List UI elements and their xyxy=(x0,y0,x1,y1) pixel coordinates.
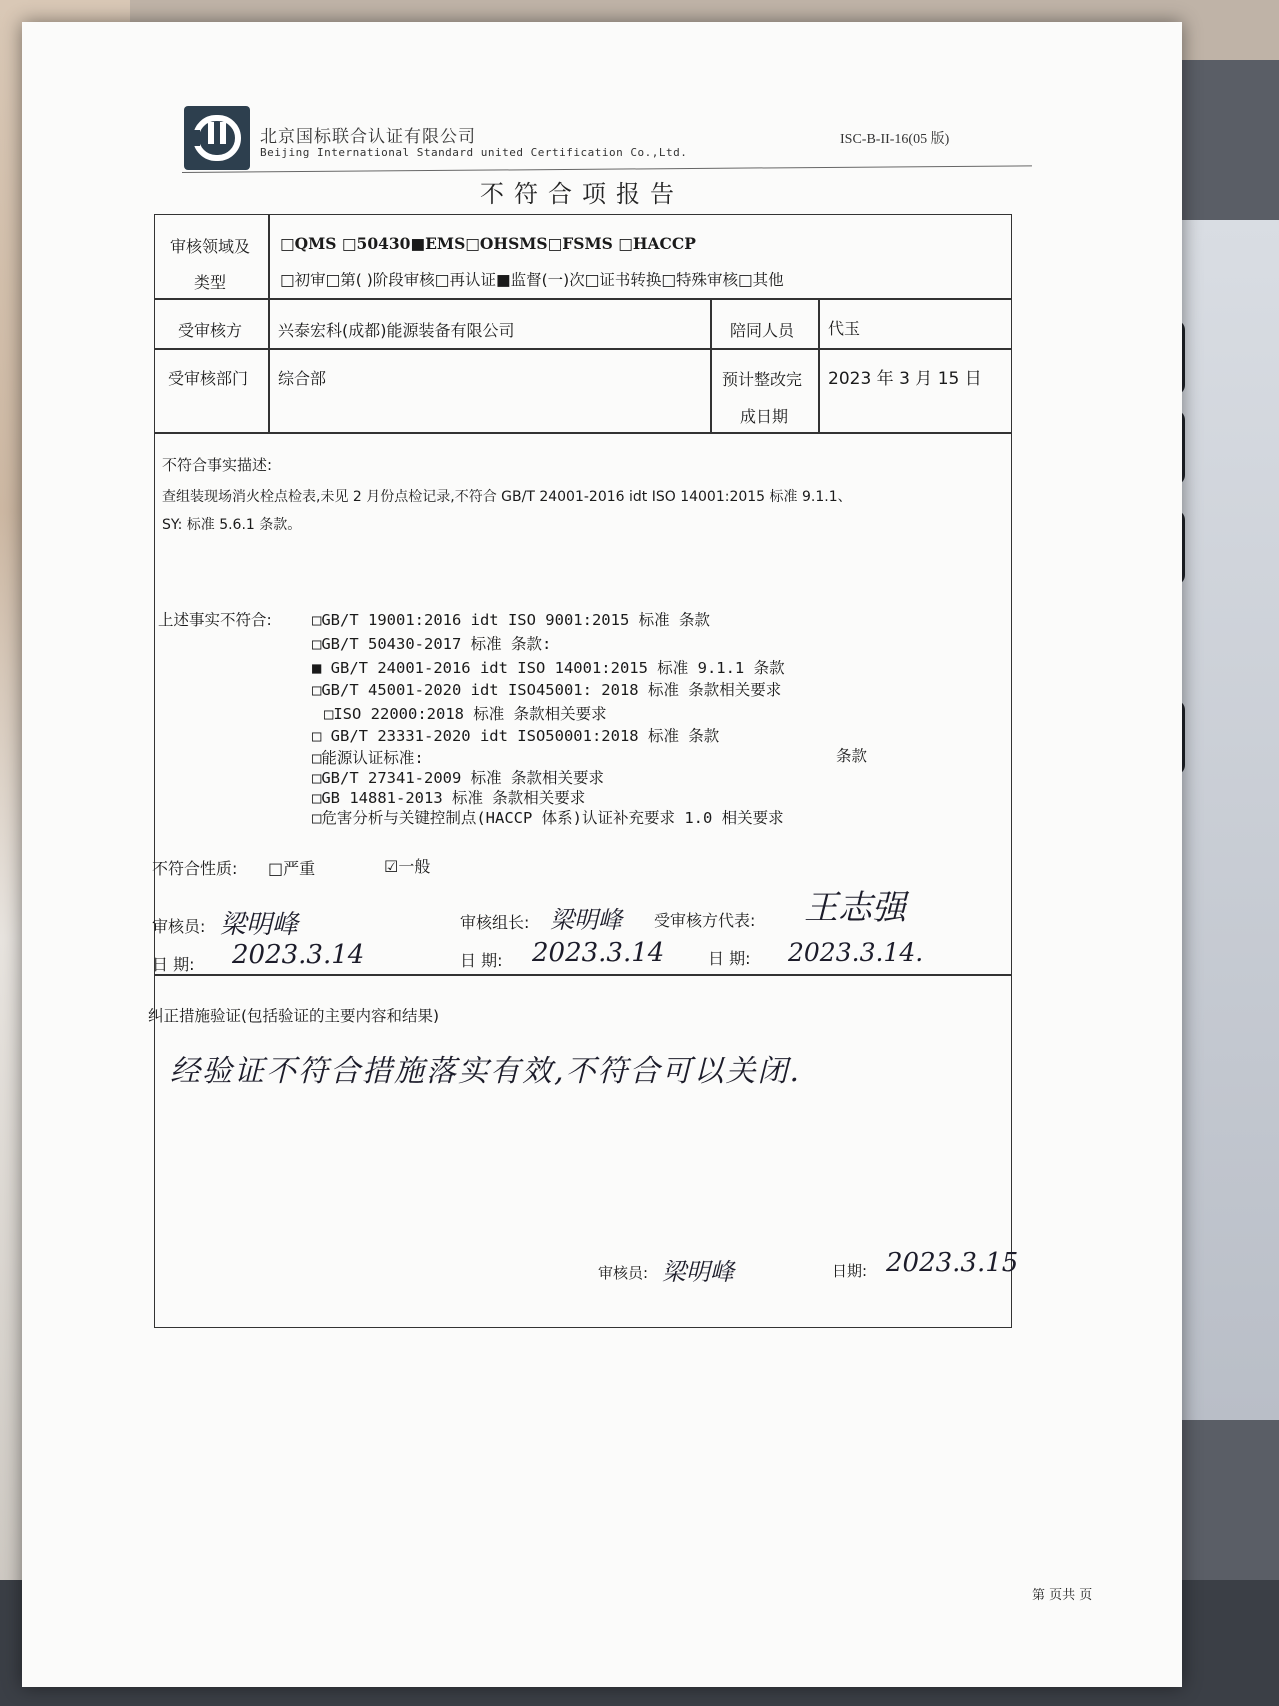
auditee-value: 兴泰宏科(成都)能源装备有限公司 xyxy=(278,321,515,340)
nature-label: 不符合性质: xyxy=(152,859,238,878)
standard-item: □GB/T 27341-2009 标准 条款相关要求 xyxy=(312,769,604,787)
standard-item: □GB/T 50430-2017 标准 条款: xyxy=(312,635,552,653)
leader-date: 2023.3.14 xyxy=(532,938,665,968)
standard-item: □GB 14881-2013 标准 条款相关要求 xyxy=(312,789,586,807)
systems-checkboxes: □QMS □50430■EMS□OHSMS□FSMS □HACCP xyxy=(280,234,696,253)
due-date-label-2: 成日期 xyxy=(740,407,789,426)
auditor-date: 2023.3.14 xyxy=(232,940,365,970)
audit-type-label: 类型 xyxy=(194,273,227,292)
standard-item: □GB/T 19001:2016 idt ISO 9001:2015 标准 条款 xyxy=(312,611,710,629)
date-label: 日 期: xyxy=(152,955,195,974)
date-label: 日 期: xyxy=(708,949,751,968)
header-rule xyxy=(182,165,1032,173)
report-paper xyxy=(22,22,1182,1687)
leader-label: 审核组长: xyxy=(460,913,530,932)
verify-auditor-signature: 梁明峰 xyxy=(662,1258,734,1286)
form-code: ISC-B-II-16(05 版) xyxy=(840,132,950,147)
standard-item: □ GB/T 23331-2020 idt ISO50001:2018 标准 条款 xyxy=(312,727,720,745)
standard-item: ■ GB/T 24001-2016 idt ISO 14001:2015 标准 9.1.1 条款 xyxy=(312,659,785,677)
verification-result: 经验证不符合措施落实有效,不符合可以关闭. xyxy=(170,1054,802,1089)
col-divider xyxy=(268,214,270,432)
auditee-label: 受审核方 xyxy=(178,321,243,340)
standard-item: □危害分析与关键控制点(HACCP 体系)认证补充要求 1.0 相关要求 xyxy=(312,809,784,827)
row-divider xyxy=(154,348,1012,350)
col-divider xyxy=(818,298,820,432)
auditor-signature: 梁明峰 xyxy=(220,910,299,940)
audit-type-checkboxes: □初审□第( )阶段审核□再认证■监督(一)次□证书转换□特殊审核□其他 xyxy=(280,271,784,289)
verification-heading: 纠正措施验证(包括验证的主要内容和结果) xyxy=(148,1007,440,1025)
standard-item: □ISO 22000:2018 标准 条款相关要求 xyxy=(324,705,607,723)
nature-general: ☑一般 xyxy=(384,857,431,876)
nc-heading: 不符合事实描述: xyxy=(162,456,273,474)
rep-signature: 王志强 xyxy=(804,888,906,928)
verify-date: 2023.3.15 xyxy=(886,1248,1019,1278)
page-number: 第 页共 页 xyxy=(1032,1588,1093,1603)
accompany-value: 代玉 xyxy=(828,319,861,338)
standard-item: □能源认证标准: xyxy=(312,749,424,767)
nature-serious: □严重 xyxy=(268,859,316,878)
department-value: 综合部 xyxy=(278,369,327,388)
auditor-label: 审核员: xyxy=(152,917,206,936)
nc-description-2: SY: 标准 5.6.1 条款。 xyxy=(162,517,302,533)
company-logo-icon xyxy=(182,104,252,172)
rep-date: 2023.3.14. xyxy=(788,938,924,967)
standard-item: □GB/T 45001-2020 idt ISO45001: 2018 标准 条款相关要求 xyxy=(312,681,782,699)
leader-signature: 梁明峰 xyxy=(550,906,622,934)
standards-lead: 上述事实不符合: xyxy=(158,611,272,629)
company-name-en: Beijing International Standard united Certification Co.,Ltd. xyxy=(260,146,688,159)
date-label: 日 期: xyxy=(460,951,503,970)
department-label: 受审核部门 xyxy=(168,369,249,388)
due-date-label: 预计整改完 xyxy=(722,370,803,389)
row-divider xyxy=(154,432,1012,434)
due-date-value: 2023 年 3 月 15 日 xyxy=(828,369,982,389)
verify-date-label: 日期: xyxy=(832,1262,868,1280)
audit-scope-label: 审核领域及 xyxy=(170,237,251,256)
report-title: 不符合项报告 xyxy=(480,180,684,208)
row-divider xyxy=(154,974,1012,976)
row-divider xyxy=(154,298,1012,300)
nc-description: 查组装现场消火栓点检表,未见 2 月份点检记录,不符合 GB/T 24001-2016 idt ISO 14001:2015 标准 9.1.1、 xyxy=(162,489,852,505)
accompany-label: 陪同人员 xyxy=(730,321,795,340)
rep-label: 受审核方代表: xyxy=(654,911,756,930)
col-divider xyxy=(710,298,712,432)
verify-auditor-label: 审核员: xyxy=(598,1264,649,1282)
company-name-cn: 北京国标联合认证有限公司 xyxy=(260,127,476,146)
energy-clause: 条款 xyxy=(836,747,868,765)
